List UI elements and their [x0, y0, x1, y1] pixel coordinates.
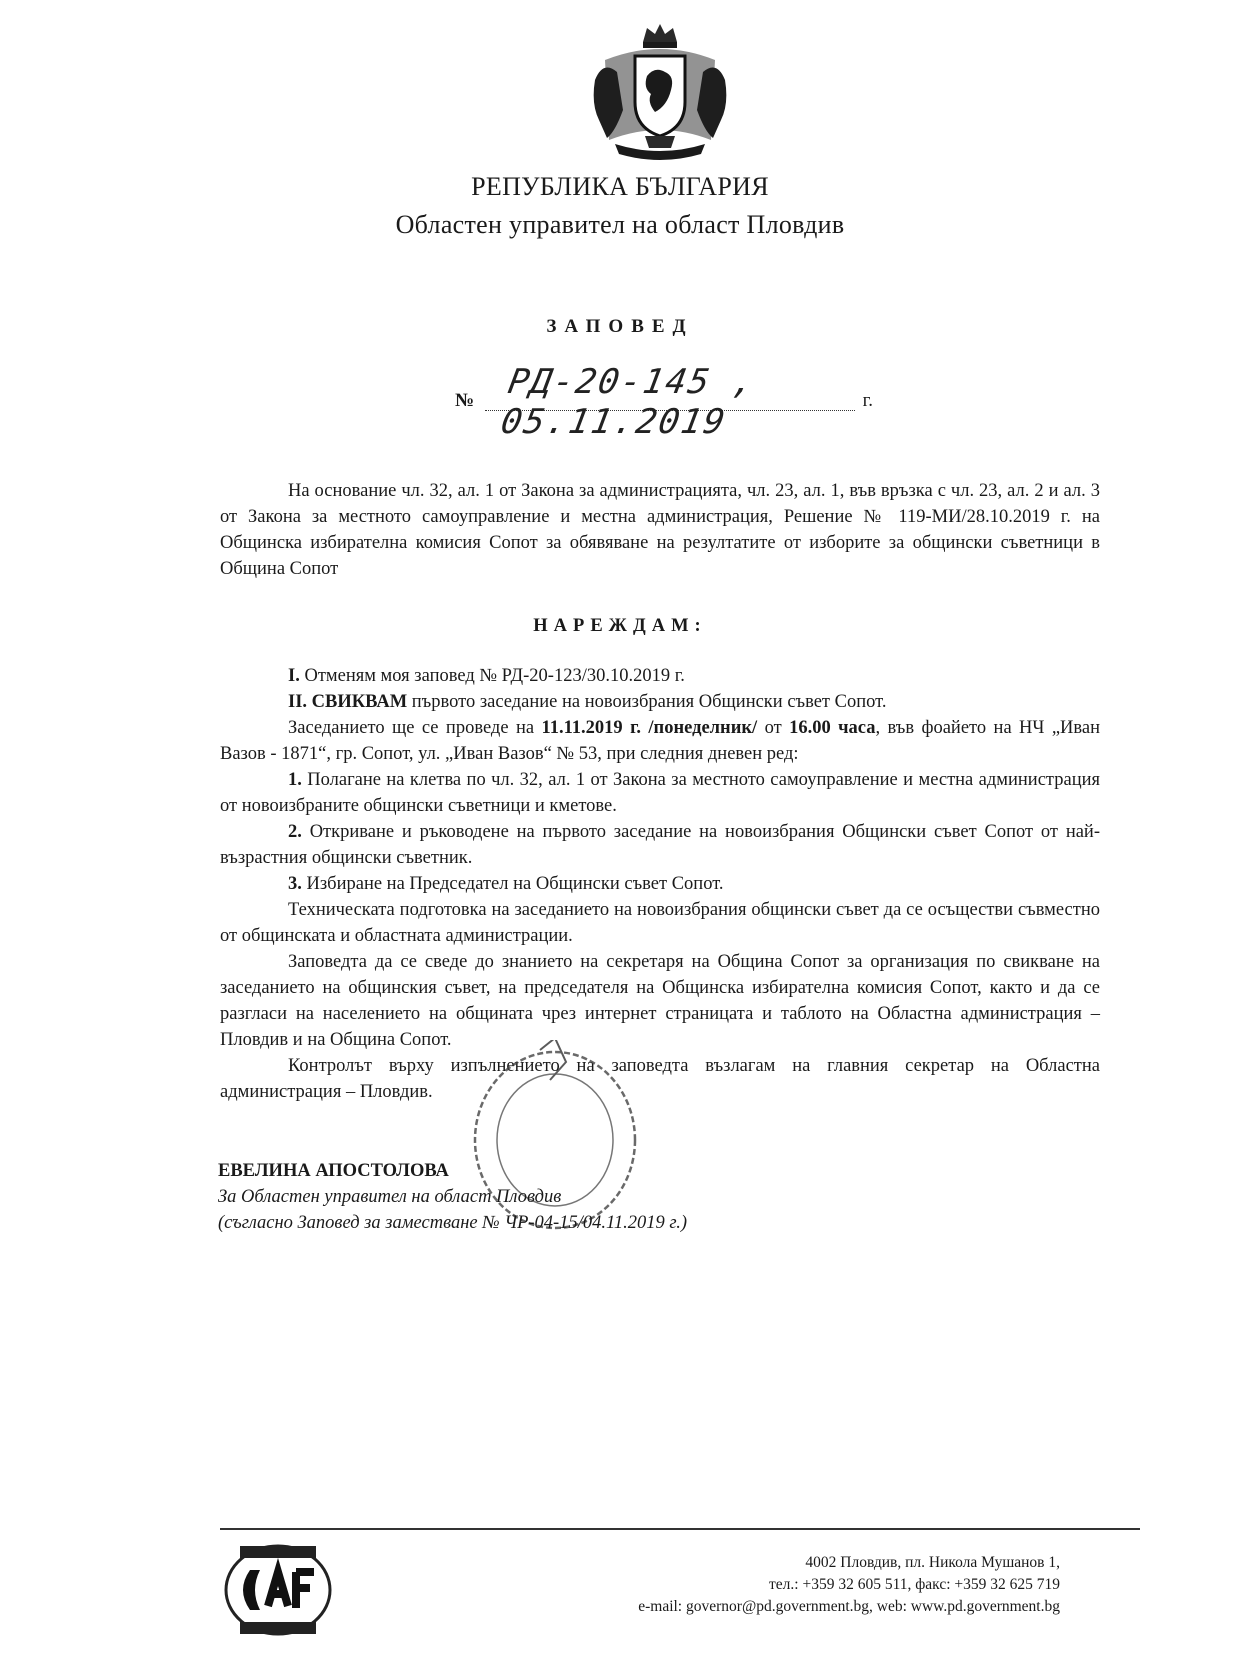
- country-heading: РЕПУБЛИКА БЪЛГАРИЯ: [471, 172, 769, 201]
- footer-address: 4002 Пловдив, пл. Никола Мушанов 1,: [805, 1554, 1060, 1571]
- footer-phone: тел.: +359 32 605 511, факс: +359 32 625 719: [769, 1576, 1060, 1593]
- signatory-name: ЕВЕЛИНА АПОСТОЛОВА: [218, 1161, 449, 1181]
- signature-block: [218, 1158, 687, 1236]
- agenda-item: [220, 819, 1100, 871]
- agenda-item-number: 3.: [288, 874, 302, 894]
- technical-preparation: Техническата подготовка на заседанието на новоизбрания общински съвет да се осъществи съвместно от общинската и областната администрации.: [220, 900, 1100, 946]
- year-suffix: г.: [862, 390, 873, 411]
- meeting-date: 11.11.2019 г. /понеделник/: [541, 718, 758, 738]
- item-two-text: първото заседание на новоизбрания Общински съвет Сопот.: [407, 692, 887, 712]
- agenda-item-text: Полагане на клетва по чл. 32, ал. 1 от Закона за местното самоуправление и местна администрация от новоизбраните общински съветници и кметове.: [220, 770, 1100, 816]
- meeting-details: [220, 715, 1100, 767]
- footer-divider: [220, 1528, 1140, 1530]
- agenda-item-number: 2.: [288, 822, 302, 842]
- meeting-text-c: , във фоайето на НЧ „Иван Вазов - 1871“, гр. Сопот, ул. „Иван Вазов“ № 53, при следния дневен ред:: [220, 718, 1101, 764]
- footer-address-block: [540, 1552, 1060, 1618]
- agenda-item-text: Откриване и ръководене на първото заседание на новоизбрания Общински съвет Сопот от най-възрастния общински съветник.: [220, 822, 1100, 868]
- signatory-basis: (съгласно Заповед за заместване № ЧР-04-15/04.11.2019 г.): [218, 1213, 688, 1233]
- item-two-keyword: СВИКВАМ: [307, 692, 408, 712]
- footer-contact: e-mail: governor@pd.government.bg, web: www.pd.government.bg: [638, 1598, 1060, 1615]
- agenda-item-text: Избиране на Председател на Общински съвет Сопот.: [301, 874, 724, 894]
- item-two-number: II.: [288, 692, 308, 712]
- meeting-text-b: от: [757, 718, 790, 738]
- caf-logo-icon: [222, 1540, 334, 1640]
- item-one: [220, 663, 1100, 689]
- order-number-line: [455, 362, 875, 442]
- item-two: [220, 689, 1100, 715]
- item-one-number: I.: [288, 666, 300, 686]
- number-sign: №: [455, 390, 475, 411]
- bulgaria-coat-of-arms-icon: [585, 20, 735, 170]
- agenda-item: [220, 871, 1100, 897]
- order-heading: НАРЕЖДАМ:: [533, 616, 707, 636]
- signatory-role: За Областен управител на област Пловдив: [218, 1187, 562, 1207]
- preamble-text: На основание чл. 32, ал. 1 от Закона за администрацията, чл. 23, ал. 1, във връзка с чл. 23, ал. 2 и ал. 3 от Закона за местното самоуправление и местна администрация, Решение № 119-МИ/28.10.2019 г. на Общинска избирателна комисия Сопот за обявяване на резултатите от изборите за общински съветници в Община Сопот: [220, 481, 1100, 579]
- agenda-item-number: 1.: [288, 770, 302, 790]
- meeting-time: 16.00 часа: [789, 718, 876, 738]
- preamble-block: [220, 478, 1100, 582]
- document-title: ЗАПОВЕД: [546, 316, 694, 337]
- authority-heading: Областен управител на област Пловдив: [395, 210, 845, 239]
- meeting-text-a: Заседанието ще се проведе на: [288, 718, 542, 738]
- control-paragraph: Контролът върху изпълнението на заповедта възлагам на главния секретар на Областна администрация – Пловдив.: [220, 1056, 1100, 1102]
- notification-paragraph: Заповедта да се сведе до знанието на секретаря на Община Сопот за организация по свикване на заседанието на общинския съвет, на председателя на Общинска избирателна комисия Сопот, както и да се разгласи на населението на общината чрез интернет страницата и таблото на Областна администрация – Пловдив и на Община Сопот.: [220, 952, 1100, 1050]
- handwritten-order-number: РД-20-145 , 05.11.2019: [497, 362, 760, 442]
- order-body: [220, 663, 1100, 1105]
- item-one-text: Отменям моя заповед № РД-20-123/30.10.2019 г.: [299, 666, 685, 686]
- agenda-item: [220, 767, 1100, 819]
